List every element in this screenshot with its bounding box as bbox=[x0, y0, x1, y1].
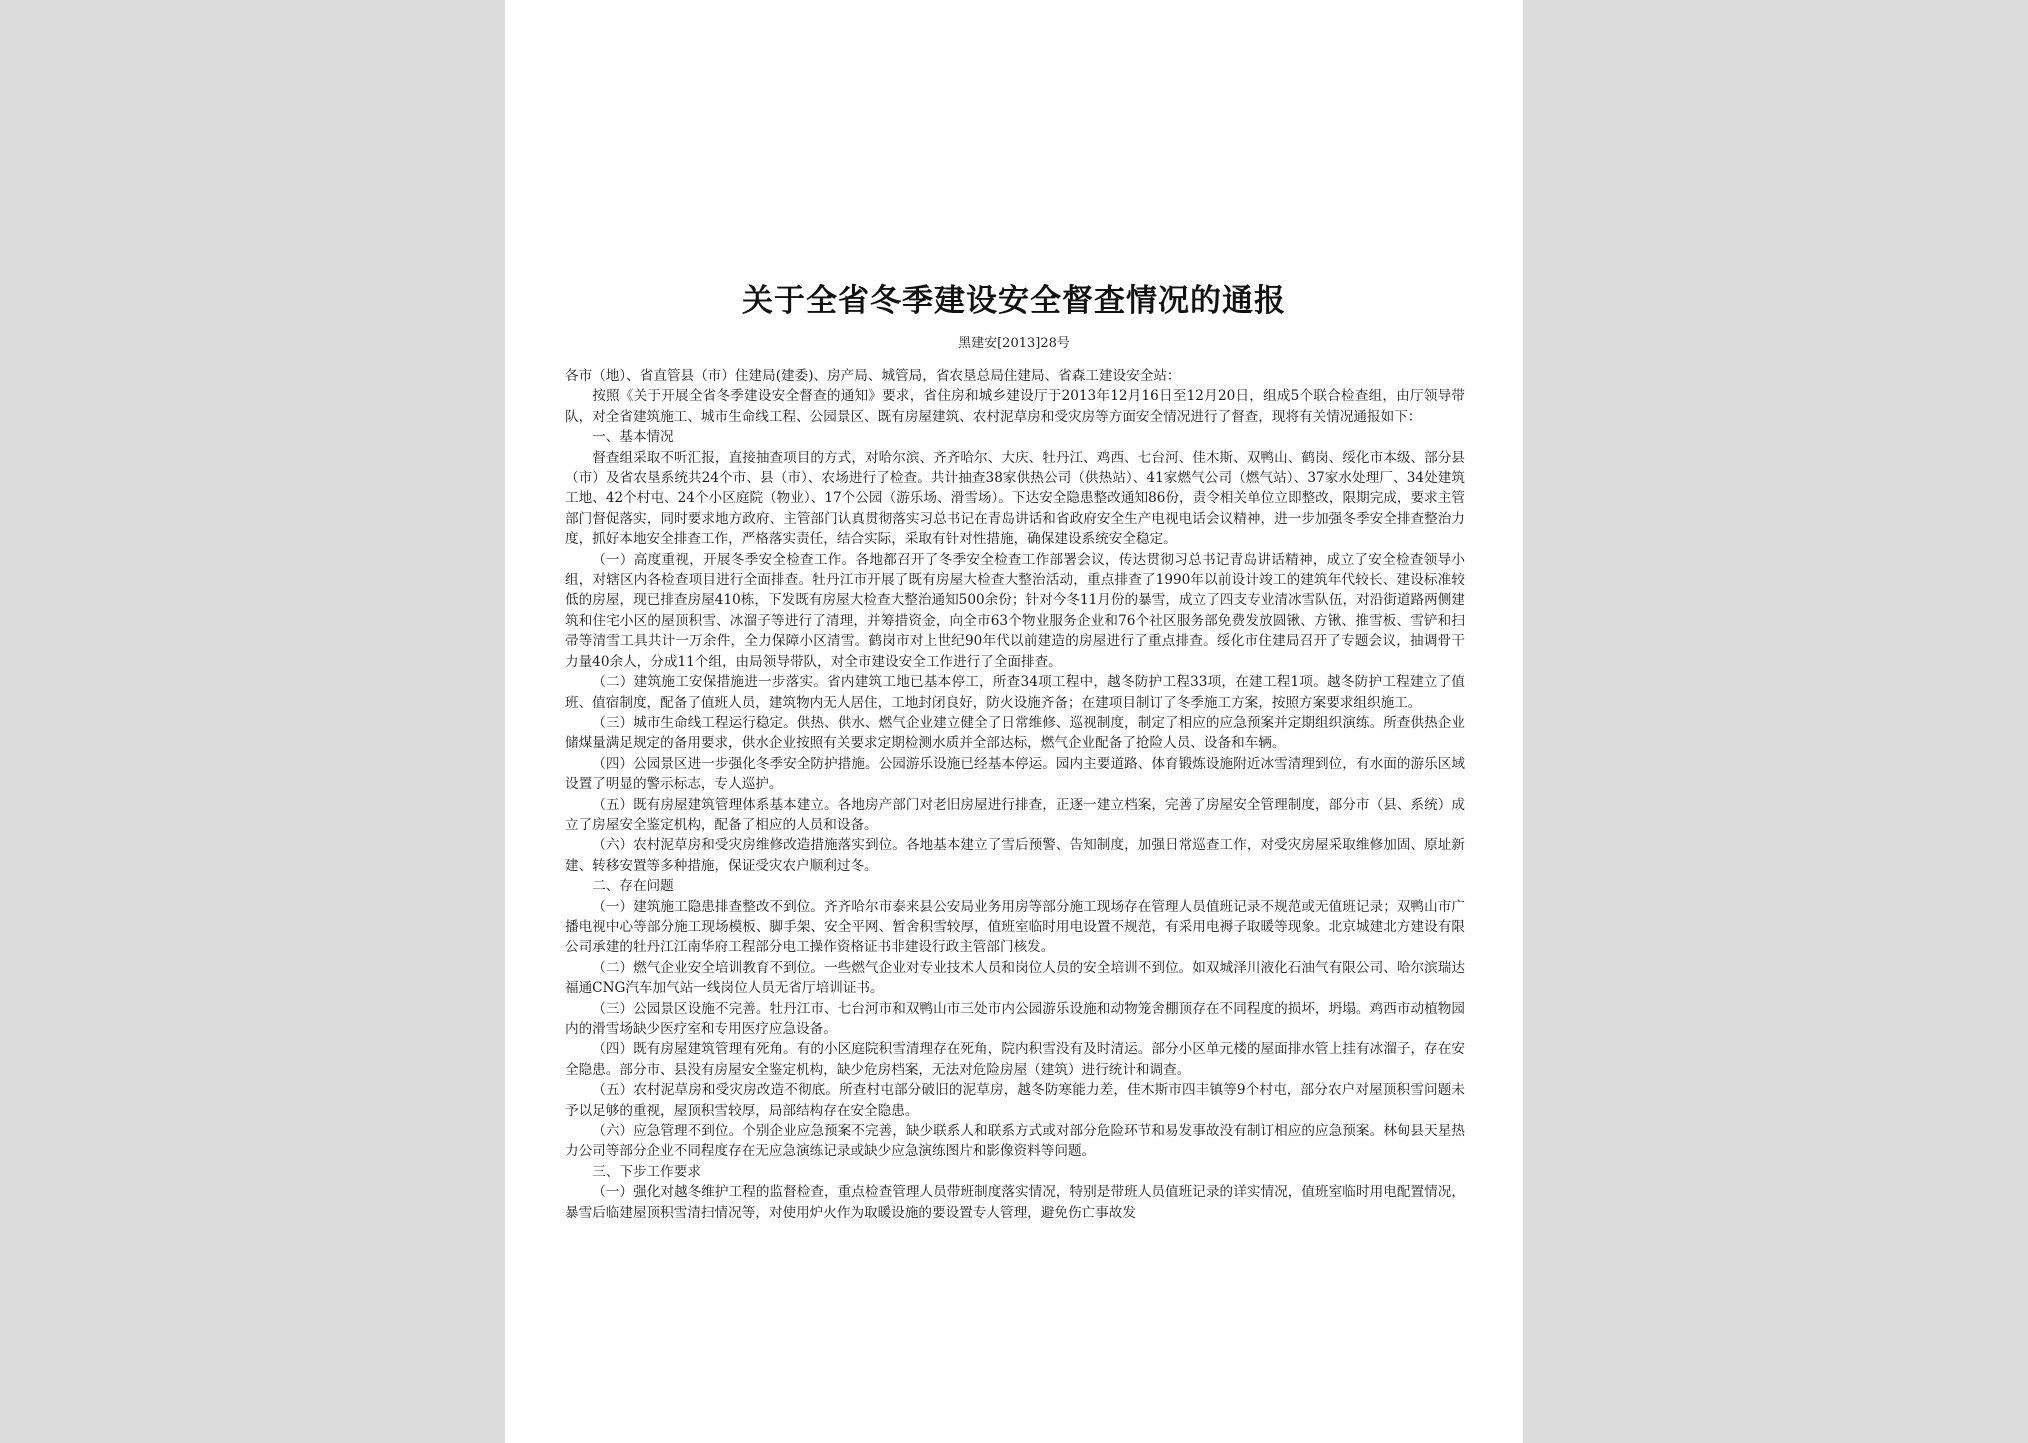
paragraph: （二）燃气企业安全培训教育不到位。一些燃气企业对专业技术人员和岗位人员的安全培训不到位。如双城泽川液化石油气有限公司、哈尔滨瑞达福通CNG汽车加气站一线岗位人员无省厅培训证书。 bbox=[565, 959, 1465, 997]
intro-paragraph: 按照《关于开展全省冬季建设安全督查的通知》要求，省住房和城乡建设厅于2013年12月16日至12月20日，组成5个联合检查组，由厅领导带队，对全省建筑施工、城市生命线工程、公园景区、既有房屋建筑、农村泥草房和受灾房等方面安全情况进行了督查，现将有关情况通报如下： bbox=[565, 388, 1465, 425]
paragraph: （一）强化对越冬维护工程的监督检查，重点检查管理人员带班制度落实情况，特别是带班人员值班记录的详实情况，值班室临时用电配置情况，暴雪后临建屋顶积雪清扫情况等，对使用炉火作为取暖设施的要设置专人管理，避免伤亡事故发 bbox=[565, 1184, 1465, 1221]
paragraph: （三）公园景区设施不完善。牡丹江市、七台河市和双鸭山市三处市内公园游乐设施和动物笼舍棚顶存在不同程度的损坏，坍塌。鸡西市动植物园内的滑雪场缺少医疗室和专用医疗应急设备。 bbox=[565, 1000, 1465, 1037]
paragraph: （三）城市生命线工程运行稳定。供热、供水、燃气企业建立健全了日常维修、巡视制度，制定了相应的应急预案并定期组织演练。所查供热企业储煤量满足规定的备用要求，供水企业按照有关要求定期检测水质并全部达标，燃气企业配备了抢险人员、设备和车辆。 bbox=[565, 714, 1465, 752]
paragraph: （六）农村泥草房和受灾房维修改造措施落实到位。各地基本建立了雪后预警、告知制度，加强日常巡查工作，对受灾房屋采取维修加固、原址新建、转移安置等多种措施，保证受灾农户顺利过冬。 bbox=[565, 837, 1465, 874]
paragraph: （四）公园景区进一步强化冬季安全防护措施。公园游乐设施已经基本停运。园内主要道路、体育锻炼设施附近冰雪清理到位，有水面的游乐区域设置了明显的警示标志，专人巡护。 bbox=[565, 755, 1465, 793]
paragraph: （六）应急管理不到位。个别企业应急预案不完善，缺少联系人和联系方式或对部分危险环节和易发事故没有制订相应的应急预案。林甸县天星热力公司等部分企业不同程度存在无应急演练记录或缺少应急演练图片和影像资料等问题。 bbox=[565, 1123, 1465, 1160]
section-heading-2: 二、存在问题 bbox=[592, 878, 674, 895]
document-body bbox=[565, 366, 1465, 1223]
salutation: 各市（地）、省直管县（市）住建局(建委)、房产局、城管局，省农垦总局住建局、省森工建设安全站： bbox=[565, 368, 1181, 384]
paragraph: （一）建筑施工隐患排查整改不到位。齐齐哈尔市泰来县公安局业务用房等部分施工现场存在管理人员值班记录不规范或无值班记录；双鸭山市广播电视中心等部分施工现场模板、脚手架、安全平网、暂舍积雪较厚，值班室临时用电设置不规范，有采用电褥子取暖等现象。北京城建北方建设有限公司承建的牡丹江江南华府工程部分电工操作资格证书非建设行政主管部门核发。 bbox=[565, 898, 1465, 956]
paragraph: （二）建筑施工安保措施进一步落实。省内建筑工地已基本停工，所查34项工程中，越冬防护工程33项，在建工程1项。越冬防护工程建立了值班、值宿制度，配备了值班人员，建筑物内无人居住，工地封闭良好，防火设施齐备；在建项目制订了冬季施工方案，按照方案要求组织施工。 bbox=[565, 674, 1465, 711]
paragraph: （五）既有房屋建筑管理体系基本建立。各地房产部门对老旧房屋进行排查，正逐一建立档案，完善了房屋安全管理制度，部分市（县、系统）成立了房屋安全鉴定机构，配备了相应的人员和设备。 bbox=[565, 796, 1465, 833]
paragraph: （四）既有房屋建筑管理有死角。有的小区庭院积雪清理存在死角，院内积雪没有及时清运。部分小区单元楼的屋面排水管上挂有冰溜子，存在安全隐患。部分市、县没有房屋安全鉴定机构，缺少危房档案，无法对危险房屋（建筑）进行统计和调查。 bbox=[565, 1041, 1465, 1078]
document-page bbox=[505, 0, 1523, 1443]
section-heading-1: 一、基本情况 bbox=[592, 429, 674, 446]
document-number: 黑建安[2013]28号 bbox=[958, 336, 1070, 351]
paragraph: 督查组采取不听汇报，直接抽查项目的方式，对哈尔滨、齐齐哈尔、大庆、牡丹江、鸡西、七台河、佳木斯、双鸭山、鹤岗、绥化市本级、部分县（市）及省农垦系统共24个市、县（市）、农场进行了检查。共计抽查38家供热公司（供热站）、41家燃气公司（燃气站）、37家水处理厂、34处建筑工地、42个村屯、24个小区庭院（物业）、17个公园（游乐场、滑雪场）。下达安全隐患整改通知86份，责令相关单位立即整改，限期完成，要求主管部门督促落实，同时要求地方政府、主管部门认真贯彻落实习总书记在青岛讲话和省政府安全生产电视电话会议精神，进一步加强冬季安全排查整治力度，抓好本地安全排查工作，严格落实责任，结合实际，采取有针对性措施，确保建设系统安全稳定。 bbox=[565, 449, 1465, 548]
document-title: 关于全省冬季建设安全督查情况的通报 bbox=[742, 283, 1286, 319]
section-heading-3: 三、下步工作要求 bbox=[592, 1163, 701, 1180]
paragraph: （一）高度重视，开展冬季安全检查工作。各地都召开了冬季安全检查工作部署会议，传达贯彻习总书记青岛讲话精神，成立了安全检查领导小组，对辖区内各检查项目进行全面排查。牡丹江市开展了既有房屋大检查大整治活动，重点排查了1990年以前设计竣工的建筑年代较长、建设标准较低的房屋，现已排查房屋410栋，下发既有房屋大检查大整治通知500余份；针对今冬11月份的暴雪，成立了四支专业清冰雪队伍，对沿街道路两侧建筑和住宅小区的屋顶积雪、冰溜子等进行了清理，并筹措资金，向全市63个物业服务企业和76个社区服务部免费发放圆锹、方锹、推雪板、雪铲和扫帚等清雪工具共计一万余件，全力保障小区清雪。鹤岗市对上世纪90年代以前建造的房屋进行了重点排查。绥化市住建局召开了专题会议，抽调骨干力量40余人，分成11个组，由局领导带队，对全市建设安全工作进行了全面排查。 bbox=[565, 551, 1465, 670]
paragraph: （五）农村泥草房和受灾房改造不彻底。所查村屯部分破旧的泥草房，越冬防寒能力差，佳木斯市四丰镇等9个村屯，部分农户对屋顶积雪问题未予以足够的重视，屋顶积雪较厚，局部结构存在安全隐患。 bbox=[565, 1082, 1465, 1119]
